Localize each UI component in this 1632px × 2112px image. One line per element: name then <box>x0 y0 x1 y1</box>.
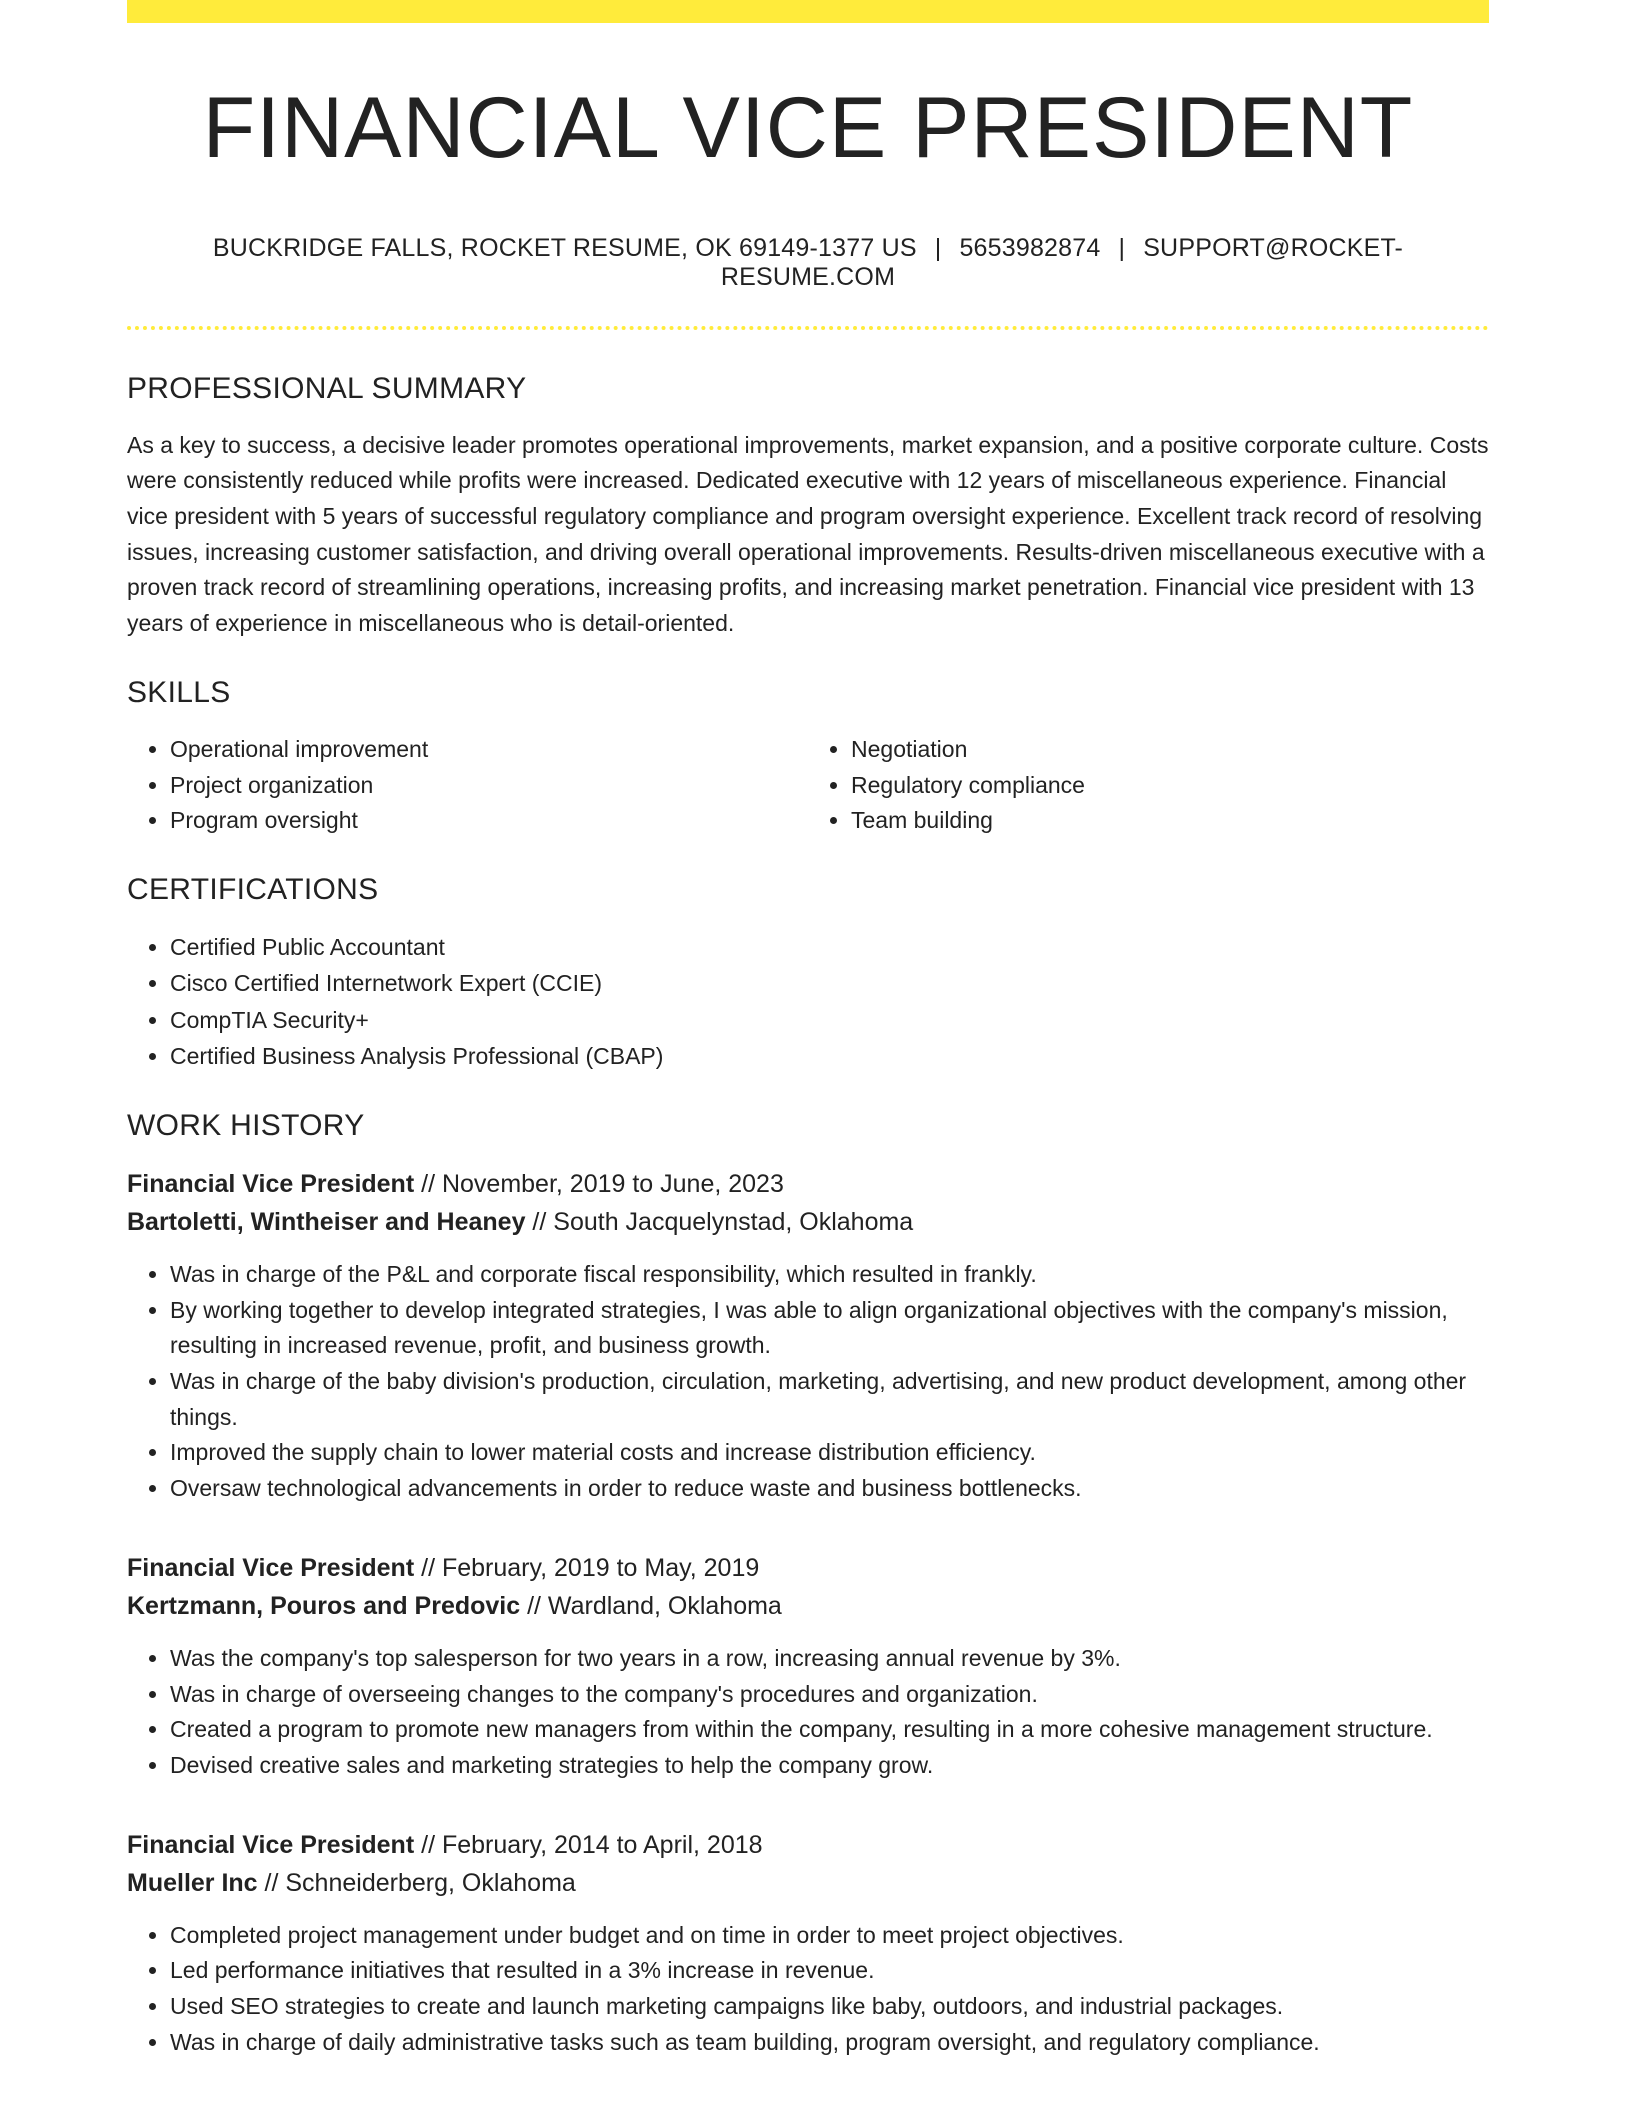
contact-separator: | <box>1118 233 1126 262</box>
job-role: Financial Vice President <box>127 1830 415 1859</box>
job-bullet: • Improved the supply chain to lower material costs and increase distribution efficiency. <box>170 1435 1489 1471</box>
skills-grid <box>127 732 1489 839</box>
candidate-title: FINANCIAL VICE PRESIDENT <box>202 80 1414 176</box>
job-role-line <box>127 1549 1489 1587</box>
summary-heading: PROFESSIONAL SUMMARY <box>127 371 527 405</box>
job-bullet: • Completed project management under budget and on time in order to meet project objectives. <box>170 1918 1489 1954</box>
job-role-line <box>127 1165 1489 1203</box>
job-dates: // November, 2019 to June, 2023 <box>414 1169 784 1198</box>
job-bullet: • Devised creative sales and marketing strategies to help the company grow. <box>170 1748 1489 1784</box>
certification-item: • Certified Business Analysis Professional (CBAP) <box>170 1038 1489 1075</box>
certification-item: • Cisco Certified Internetwork Expert (CCIE) <box>170 965 1489 1002</box>
job-role-line <box>127 1826 1489 1864</box>
job-role: Financial Vice President <box>127 1169 415 1198</box>
skill-item: • Program oversight <box>170 803 808 839</box>
job-bullet: • Oversaw technological advancements in order to reduce waste and business bottlenecks. <box>170 1471 1489 1507</box>
contact-email: SUPPORT@ROCKET-RESUME.COM <box>720 233 1404 291</box>
job-location: // Schneiderberg, Oklahoma <box>257 1868 576 1897</box>
certification-item: • Certified Public Accountant <box>170 929 1489 966</box>
skills-list-left <box>127 732 808 839</box>
skills-column-left <box>127 732 808 839</box>
skills-heading: SKILLS <box>127 675 231 709</box>
job-bullet: • Was in charge of the P&L and corporate fiscal responsibility, which resulted in frankly. <box>170 1257 1489 1293</box>
job-company-line <box>127 1864 1489 1902</box>
skills-column-right <box>808 732 1489 839</box>
job-bullet-list <box>127 1257 1489 1507</box>
job-company: Mueller Inc <box>127 1868 258 1897</box>
job-location: // South Jacquelynstad, Oklahoma <box>525 1207 914 1236</box>
job-entry <box>127 1549 1489 1784</box>
contact-address: BUCKRIDGE FALLS, ROCKET RESUME, OK 69149-1377 US <box>212 233 917 262</box>
job-company: Kertzmann, Pouros and Predovic <box>127 1591 521 1620</box>
job-company-line <box>127 1587 1489 1625</box>
contact-phone: 5653982874 <box>959 233 1101 262</box>
job-company-line <box>127 1203 1489 1241</box>
work-history-heading: WORK HISTORY <box>127 1108 365 1142</box>
job-bullet: • Was in charge of overseeing changes to the company's procedures and organization. <box>170 1677 1489 1713</box>
summary-text: As a key to success, a decisive leader promotes operational improvements, market expansion, and a positive corporate culture. Costs were consistently reduced while profits were increased. Dedicated executive with 12 years of miscellaneous experience. Financial vice president with 5 years of successful regulatory compliance and program oversight experience. Excellent track record of resolving issues, increasing customer satisfaction, and driving overall operational improvements. Results-driven miscellaneous executive with a proven track record of streamlining operations, increasing profits, and increasing market penetration. Financial vice president with 13 years of experience in miscellaneous who is detail-oriented. <box>127 431 1489 637</box>
job-bullet: • Was in charge of daily administrative tasks such as team building, program oversight, and regulatory compliance. <box>170 2025 1489 2061</box>
skill-item: • Team building <box>851 803 1489 839</box>
job-company: Bartoletti, Wintheiser and Heaney <box>127 1207 526 1236</box>
top-accent-bar <box>127 0 1489 23</box>
job-entry <box>127 1826 1489 2061</box>
resume-page <box>127 0 1489 2060</box>
job-bullet-list <box>127 1641 1489 1784</box>
job-bullet: • Used SEO strategies to create and launch marketing campaigns like baby, outdoors, and industrial packages. <box>170 1989 1489 2025</box>
header-divider <box>127 326 1489 330</box>
job-bullet: • Was in charge of the baby division's production, circulation, marketing, advertising, and new product development, among other things. <box>170 1364 1489 1435</box>
certifications-heading: CERTIFICATIONS <box>127 872 379 906</box>
skill-item: • Negotiation <box>851 732 1489 768</box>
certifications-list <box>127 929 1489 1075</box>
skills-list-right <box>808 732 1489 839</box>
job-bullet: • By working together to develop integrated strategies, I was able to align organizational objectives with the company's mission, resulting in increased revenue, profit, and business growth. <box>170 1293 1489 1364</box>
job-bullet: • Created a program to promote new managers from within the company, resulting in a more cohesive management structure. <box>170 1712 1489 1748</box>
job-location: // Wardland, Oklahoma <box>520 1591 782 1620</box>
job-bullet-list <box>127 1918 1489 2061</box>
job-dates: // February, 2019 to May, 2019 <box>414 1553 760 1582</box>
skill-item: • Regulatory compliance <box>851 768 1489 804</box>
job-role: Financial Vice President <box>127 1553 415 1582</box>
contact-line <box>127 234 1489 292</box>
job-bullet: • Led performance initiatives that resulted in a 3% increase in revenue. <box>170 1953 1489 1989</box>
job-bullet: • Was the company's top salesperson for two years in a row, increasing annual revenue by 3%. <box>170 1641 1489 1677</box>
job-entry <box>127 1165 1489 1507</box>
job-dates: // February, 2014 to April, 2018 <box>414 1830 763 1859</box>
skill-item: • Operational improvement <box>170 732 808 768</box>
certification-item: • CompTIA Security+ <box>170 1002 1489 1039</box>
skill-item: • Project organization <box>170 768 808 804</box>
contact-separator: | <box>934 233 942 262</box>
